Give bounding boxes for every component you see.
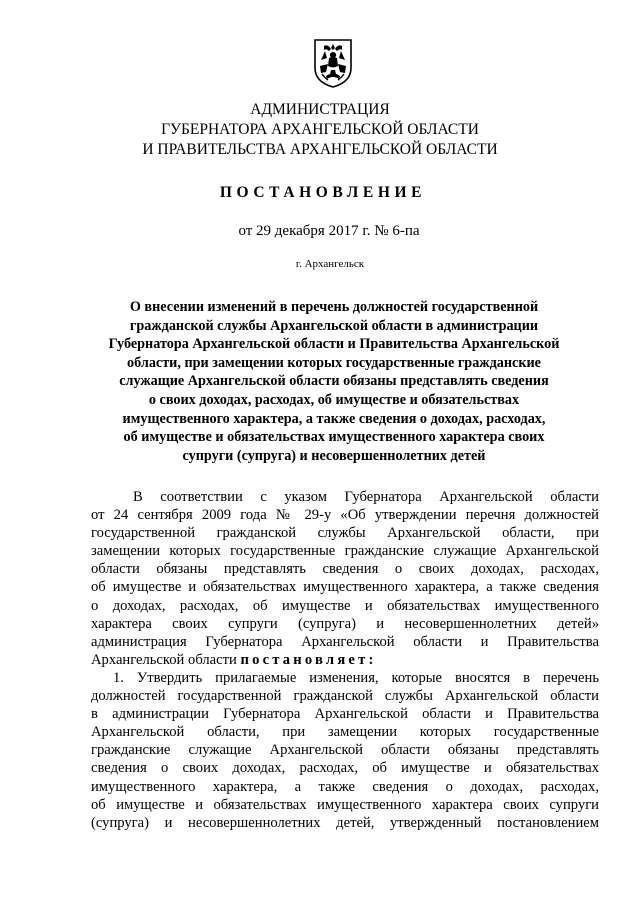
item-line: в администрации Губернатора Архангельской области и Правительства bbox=[91, 706, 599, 723]
subject-line: гражданской службы Архангельской области в администрации bbox=[129, 317, 539, 334]
item-line: 1. Утвердить прилагаемые изменения, которые вносятся в перечень bbox=[113, 669, 599, 686]
document-subject bbox=[100, 298, 568, 465]
body-line: области обязаны представлять сведения о своих доходах, расходах, bbox=[91, 561, 599, 578]
document-body bbox=[91, 488, 599, 832]
body-line: об имуществе и обязательствах имущественного характера, а также сведения bbox=[91, 579, 599, 596]
subject-line: Губернатора Архангельской области и Правительства Архангельской bbox=[108, 336, 560, 353]
body-last-prefix: Архангельской области bbox=[91, 651, 237, 668]
document-date-number: от 29 декабря 2017 г. № 6-па bbox=[238, 223, 420, 239]
coat-of-arms-emblem bbox=[312, 38, 354, 88]
subject-line: о своих доходах, расходах, об имуществе и обязательствах bbox=[148, 391, 520, 408]
item-line: (супруга) и несовершеннолетних детей, утвержденный постановлением bbox=[91, 814, 599, 831]
agency-header-line-2: ГУБЕРНАТОРА АРХАНГЕЛЬСКОЙ ОБЛАСТИ bbox=[161, 121, 479, 138]
item-line: об имуществе и обязательствах имущественного характера своих супруги bbox=[91, 796, 599, 813]
item-line: имущественного характера, а также сведения о доходах, расходах, bbox=[91, 778, 599, 795]
resolution-action-word: постановляет: bbox=[240, 651, 377, 668]
body-line: характера своих супруги (супруга) и несовершеннолетних детей» bbox=[91, 615, 599, 632]
body-line: В соответствии с указом Губернатора Архангельской области bbox=[133, 489, 599, 505]
agency-header-line-1: АДМИНИСТРАЦИЯ bbox=[250, 101, 390, 118]
subject-line: об имуществе и обязательствах имущественного характера своих bbox=[123, 429, 545, 446]
item-line: сведения о своих доходах, расходах, об имуществе и обязательствах bbox=[91, 760, 599, 777]
subject-line: служащие Архангельской области обязаны представлять сведения bbox=[119, 373, 549, 390]
body-line-resolution bbox=[91, 651, 599, 669]
subject-line: супруги (супруга) и несовершеннолетних детей bbox=[182, 447, 486, 464]
body-line: администрация Губернатора Архангельской области и Правительства bbox=[91, 633, 599, 650]
subject-line: имущественного характера, а также сведения о доходах, расходах, bbox=[122, 410, 546, 427]
document-city: г. Архангельск bbox=[295, 258, 365, 270]
document-type-title: ПОСТАНОВЛЕНИЕ bbox=[219, 184, 427, 201]
subject-line: области, при замещении которых государственные гражданские bbox=[127, 354, 541, 371]
subject-line: О внесении изменений в перечень должностей государственной bbox=[129, 299, 539, 315]
item-line: должностей государственной гражданской службы Архангельской области bbox=[91, 688, 599, 705]
body-line: государственной гражданской службы Архангельской области, при bbox=[91, 525, 599, 542]
agency-header-line-3: И ПРАВИТЕЛЬСТВА АРХАНГЕЛЬСКОЙ ОБЛАСТИ bbox=[142, 141, 498, 158]
item-line: гражданские служащие Архангельской области обязаны представлять bbox=[91, 742, 599, 759]
body-line: от 24 сентября 2009 года № 29-у «Об утверждении перечня должностей bbox=[91, 507, 599, 524]
item-line: Архангельской области, при замещении которых государственные bbox=[91, 724, 599, 741]
body-line: о доходах, расходах, об имуществе и обязательствах имущественного bbox=[91, 597, 599, 614]
body-line: замещении которых государственные гражданские служащие Архангельской bbox=[91, 543, 599, 560]
